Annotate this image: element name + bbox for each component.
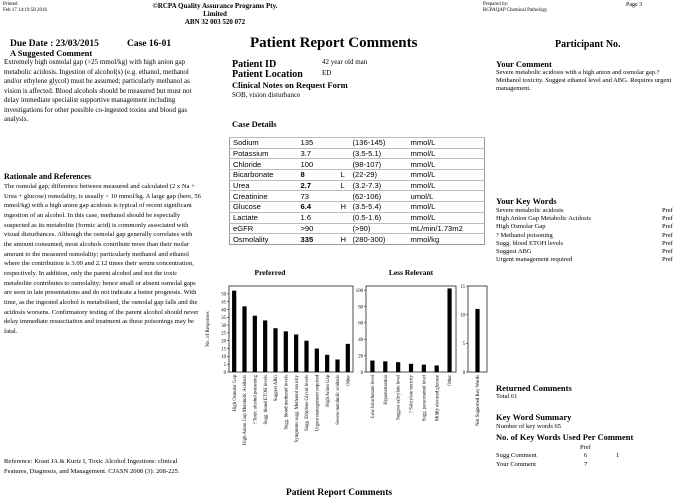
suggested-comment-heading: A Suggested Comment xyxy=(10,48,93,58)
footer-title: Patient Report Comments xyxy=(286,488,393,498)
result-row xyxy=(230,223,485,234)
result-unit: mmol/L xyxy=(408,159,485,170)
result-row xyxy=(230,170,485,181)
category-label: Sugg. Ethylene Glycol levels xyxy=(305,375,311,431)
pref-column-label: Pref xyxy=(580,444,591,451)
result-row xyxy=(230,234,485,245)
bar xyxy=(273,328,277,372)
bar xyxy=(325,355,329,372)
bar xyxy=(304,341,308,372)
bar xyxy=(315,349,319,372)
prepared-info xyxy=(483,2,547,14)
result-range: (22-29) xyxy=(350,170,408,181)
returned-comments-heading: Returned Comments xyxy=(496,383,572,393)
key-word-summary-text: Number of key words 65 xyxy=(496,423,561,430)
key-word-status: Pref xyxy=(662,223,673,231)
case-details-heading: Case Details xyxy=(232,119,277,129)
bar xyxy=(263,320,267,372)
result-range: (3.5-5.4) xyxy=(350,202,408,213)
bar xyxy=(475,309,479,372)
your-comment-heading: Your Comment xyxy=(496,59,552,69)
result-flag: H xyxy=(338,202,350,213)
category-label: High Osmolar Gap xyxy=(232,375,238,412)
key-word-status: Pref xyxy=(662,215,673,223)
result-unit: mmol/kg xyxy=(408,234,485,245)
result-analyte: Lactate xyxy=(230,212,298,223)
result-row xyxy=(230,148,485,159)
printed-label: Printed xyxy=(3,2,18,7)
bar xyxy=(284,331,288,372)
result-flag xyxy=(338,138,350,149)
category-label: Other xyxy=(448,375,454,386)
result-range: (3.5-5.1) xyxy=(350,148,408,159)
key-word-row xyxy=(496,256,682,264)
category-label: Symptoms sugg. Methanol toxicity xyxy=(294,375,300,443)
result-unit: umol/L xyxy=(408,191,485,202)
key-word-status: Pref xyxy=(662,256,673,264)
y-tick-label: 50 xyxy=(221,292,226,298)
key-word-row xyxy=(496,223,682,231)
bar xyxy=(370,361,374,372)
result-value: 100 xyxy=(298,159,338,170)
row-label: Your Comment xyxy=(496,461,536,468)
returned-comments-total: Total 61 xyxy=(496,393,518,400)
result-analyte: eGFR xyxy=(230,223,298,234)
result-value: 1.6 xyxy=(298,212,338,223)
result-analyte: Urea xyxy=(230,180,298,191)
result-unit: mmol/L xyxy=(408,138,485,149)
result-flag: H xyxy=(338,234,350,245)
result-analyte: Potassium xyxy=(230,148,298,159)
result-value: 135 xyxy=(298,138,338,149)
sugg-comment-row xyxy=(496,452,619,459)
row-other: 1 xyxy=(616,452,620,459)
result-range: (136-145) xyxy=(350,138,408,149)
y-tick-label: 0 xyxy=(223,370,226,376)
your-comment-text: Severe metabolic acidosis with a high anion and osmolar gap.?Methanol toxicity. Suggest ethanol level and ABG. Requires urgent management. xyxy=(496,69,672,92)
y-tick-label: 35 xyxy=(221,316,226,322)
key-word: ? Methanol poisoning xyxy=(496,231,553,239)
result-unit: mmol/L xyxy=(408,202,485,213)
row-label: Sugg Comment xyxy=(496,452,537,459)
clinical-notes-value: SOB, vision disturbance xyxy=(232,91,301,99)
chart-title: Preferred xyxy=(254,268,286,277)
result-row xyxy=(230,212,485,223)
bar xyxy=(422,365,426,372)
patient-id-value: 42 year old man xyxy=(322,58,368,66)
result-value: >90 xyxy=(298,223,338,234)
result-row xyxy=(230,159,485,170)
key-word: Suggest ABG xyxy=(496,248,532,256)
suggested-comment-text: Extremely high osmolal gap (>25 mmol/kg) with high anion gap metabolic acidosis. Ingestion of alcohol(s) (e.g. ethanol, methanol and/or ethylene glycol) must be assumed; particularly methanol as vision is affected. Blood alcohols should be measured but must not delay immediate specialist supportive management including investigations for other possible co-ingested toxins and blood gas analysis. xyxy=(4,58,192,123)
category-label: Severe metabolic acidosis xyxy=(336,375,342,425)
charts xyxy=(200,264,490,474)
bar xyxy=(253,316,257,372)
category-label: High Anion Gap xyxy=(325,375,331,407)
category-label: Sugg. paracetamol level xyxy=(422,375,428,422)
y-tick-label: 15 xyxy=(460,284,465,290)
result-analyte: Glucose xyxy=(230,202,298,213)
key-words-list xyxy=(496,207,682,264)
category-label: Mildly elevated glucose xyxy=(435,375,441,422)
result-analyte: Chloride xyxy=(230,159,298,170)
category-label: High Anion Gap Metabolic Acidosis xyxy=(243,375,249,446)
key-word-status: Pref xyxy=(662,231,673,239)
result-unit: mmol/L xyxy=(408,180,485,191)
result-flag xyxy=(338,223,350,234)
category-label: Urgent management required xyxy=(315,375,321,432)
key-word-row xyxy=(496,232,682,240)
bar xyxy=(409,364,413,372)
key-word-row xyxy=(496,215,682,223)
y-tick-label: 30 xyxy=(221,323,226,329)
reference-text: Reference: Kraut JA & Kurtz I, Toxic Alcohol Ingestions: clinical Features, Diagnosis, and Management. CJASN 2008 (3): 208-225. xyxy=(4,458,180,475)
chart-frame xyxy=(229,286,353,372)
key-word-status: Pref xyxy=(662,207,673,214)
key-word-status: Pref xyxy=(662,248,673,256)
y-tick-label: 40 xyxy=(358,338,363,344)
result-range: (>90) xyxy=(350,223,408,234)
page-number: Page 3 xyxy=(626,2,643,8)
result-flag: L xyxy=(338,180,350,191)
result-row xyxy=(230,202,485,213)
key-word-row xyxy=(496,207,682,215)
result-range: (98-107) xyxy=(350,159,408,170)
y-tick-label: 40 xyxy=(221,308,226,314)
due-date: Due Date : 23/03/2015 xyxy=(10,39,99,49)
results-table xyxy=(229,137,485,245)
result-flag xyxy=(338,159,350,170)
bar xyxy=(232,291,236,372)
category-label: Sugg. blood methanol levels xyxy=(284,375,290,430)
bar xyxy=(383,361,387,372)
category-label: Suggest ABG xyxy=(274,375,280,402)
key-words-per-comment-heading: No. of Key Words Used Per Comment xyxy=(496,432,634,442)
result-unit: mmol/L xyxy=(408,212,485,223)
result-analyte: Sodium xyxy=(230,138,298,149)
y-tick-label: 60 xyxy=(358,321,363,327)
chart-frame xyxy=(366,286,456,372)
result-value: 335 xyxy=(298,234,338,245)
company-name: ©RCPA Quality Assurance Programs Pty. Limited xyxy=(152,2,278,18)
patient-location-value: ED xyxy=(322,69,332,77)
patient-id-label: Patient ID xyxy=(232,59,277,70)
y-tick-label: 45 xyxy=(221,300,226,306)
prepared-by: RCPAQAP Chemical Pathology xyxy=(483,8,548,13)
bar xyxy=(346,344,350,372)
y-tick-label: 10 xyxy=(460,313,465,319)
key-word: Sugg. blood ETOH levels xyxy=(496,239,564,247)
page-title: Patient Report Comments xyxy=(250,35,418,51)
result-analyte: Creatinine xyxy=(230,191,298,202)
result-row xyxy=(230,191,485,202)
company-abn: ABN 32 003 520 072 xyxy=(184,18,246,26)
key-word: Severe metabolic acidosis xyxy=(496,207,564,214)
category-label: ? Toxic alcohol poisoning xyxy=(253,375,259,425)
prepared-label: Prepared by: xyxy=(483,2,509,7)
y-tick-label: 20 xyxy=(221,339,226,345)
y-tick-label: 20 xyxy=(358,354,363,360)
result-unit: mL/min/1.73m2 xyxy=(408,223,485,234)
category-label: Low bicarbonate level xyxy=(371,375,377,418)
rationale-text: The osmolal gap; difference between measured and calculated (2 x Na + Urea + glucose) osmolality, is usually < 10 mmol/kg. A large gap (here, 56 mmol/kg) with a high anion gap acidosis is typical of recent significant ingestion of an alcohol. In this case, methanol should be especially suspected as its metabolite (formic acid) is commonly associated with visual disturbances. Although the osmolal gap generally correlates with the amount consumed, most alcohols contribute more than their molar amount to the measured osmolality; particularly methanol and ethanol where the contribution is 3.09 and 2.12 times their serum concentration, respectively. In addition, only the parent alcohol and not the toxic metabolite contributes to osmolality; hence small or absent osmolal gaps are seen in late presentations and do not indicate a better prognosis. With time, as the ingested alcohol is metabolised, the osmolal gap falls and the acidosis worsens. Confirmatory testing of the parent alcohol should never delay immediate resuscitation and treatment as these poisonings may be fatal. xyxy=(4,183,201,335)
key-word-row xyxy=(496,248,682,256)
participant-label: Participant No. xyxy=(555,39,621,50)
result-range: (62-106) xyxy=(350,191,408,202)
row-pref: 7 xyxy=(584,461,588,468)
result-range: (0.5-1.6) xyxy=(350,212,408,223)
y-axis-label: No. of Responses xyxy=(206,311,211,347)
y-tick-label: 10 xyxy=(221,355,226,361)
y-tick-label: 0 xyxy=(462,370,465,376)
y-tick-label: 0 xyxy=(360,370,363,376)
category-label: Other xyxy=(346,375,352,386)
key-word-status: Pref xyxy=(662,239,673,247)
case-number: Case 16-01 xyxy=(127,39,172,49)
row-pref: 6 xyxy=(584,452,588,459)
bar xyxy=(294,334,298,372)
chart-title: Less Relevant xyxy=(388,268,434,277)
y-tick-label: 5 xyxy=(462,342,465,348)
result-flag xyxy=(338,191,350,202)
category-label: Sugg. blood ETOH levels xyxy=(263,375,269,425)
y-tick-label: 25 xyxy=(221,331,226,337)
result-value: 2.7 xyxy=(298,180,338,191)
bar xyxy=(447,288,451,372)
y-tick-label: 5 xyxy=(223,362,226,368)
result-flag xyxy=(338,148,350,159)
result-row xyxy=(230,138,485,149)
category-label: Suggest salicylate level xyxy=(396,375,402,421)
result-analyte: Bicarbonate xyxy=(230,170,298,181)
bar xyxy=(396,362,400,372)
result-flag xyxy=(338,212,350,223)
key-word: High Osmolar Gap xyxy=(496,223,546,231)
key-word-summary-heading: Key Word Summary xyxy=(496,412,572,422)
y-tick-label: 100 xyxy=(355,288,363,294)
category-label: Hyponatraemia xyxy=(383,375,389,405)
result-range: (3.2-7.3) xyxy=(350,180,408,191)
result-range: (280-300) xyxy=(350,234,408,245)
result-value: 73 xyxy=(298,191,338,202)
result-unit: mmol/L xyxy=(408,148,485,159)
rationale-heading: Rationale and References xyxy=(4,172,91,181)
result-row xyxy=(230,180,485,191)
result-value: 6.4 xyxy=(298,202,338,213)
key-word: High Anion Gap Metabolic Acidosis xyxy=(496,215,591,223)
bar xyxy=(242,306,246,372)
your-comment-row xyxy=(496,461,616,468)
clinical-notes-label: Clinical Notes on Request Form xyxy=(232,80,348,90)
category-label: Not Supported Key Words xyxy=(476,375,482,426)
key-words-heading: Your Key Words xyxy=(496,196,557,206)
printed-info xyxy=(3,2,47,14)
result-analyte: Osmolality xyxy=(230,234,298,245)
result-flag: L xyxy=(338,170,350,181)
results-body xyxy=(230,138,485,245)
result-unit: mmol/L xyxy=(408,170,485,181)
key-word: Urgent management required xyxy=(496,256,573,264)
bar xyxy=(435,365,439,372)
company-info xyxy=(150,2,280,26)
y-tick-label: 15 xyxy=(221,347,226,353)
category-label: ? Salicylate toxicity xyxy=(409,375,415,414)
result-value: 8 xyxy=(298,170,338,181)
y-tick-label: 80 xyxy=(358,305,363,311)
printed-date: Feb 17 14:19:58 2016 xyxy=(3,8,48,13)
result-value: 3.7 xyxy=(298,148,338,159)
key-word-row xyxy=(496,240,682,248)
patient-location-label: Patient Location xyxy=(232,69,303,80)
bar xyxy=(335,359,339,372)
